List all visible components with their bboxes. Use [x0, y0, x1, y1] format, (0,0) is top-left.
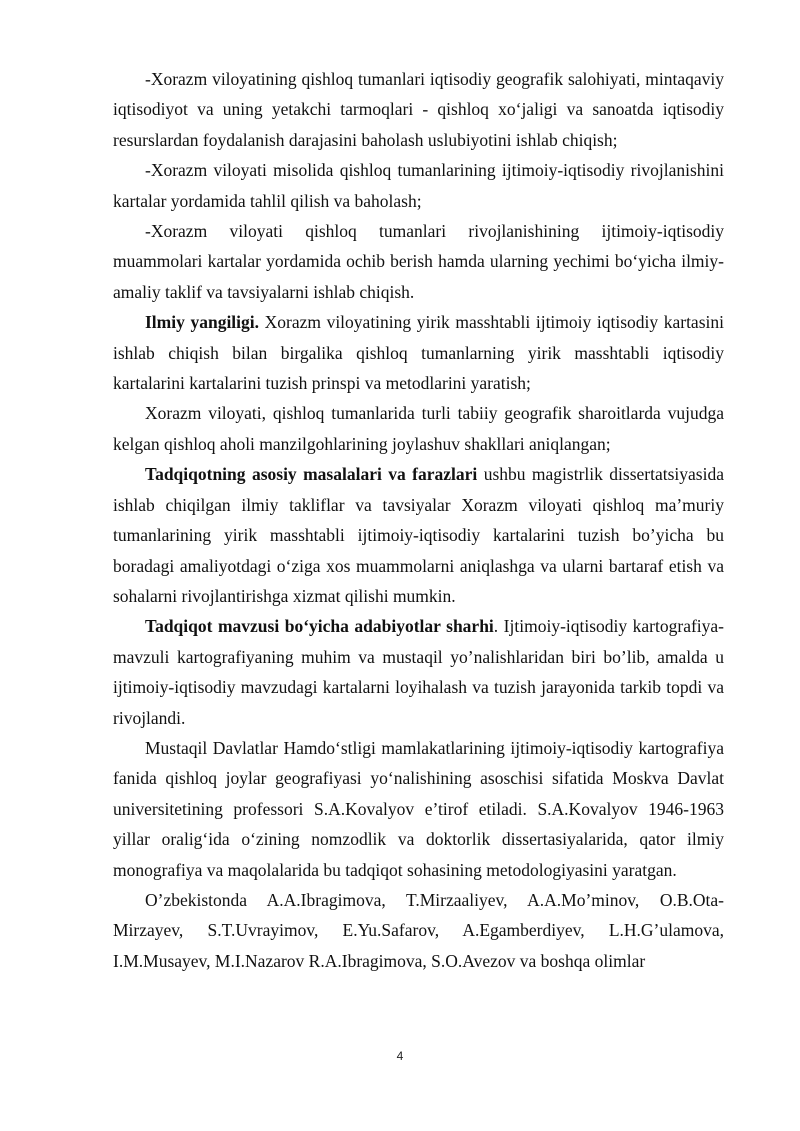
research-problems-text: ushbu magistrlik dissertatsiyasida ishlab chiqilgan ilmiy takliflar va tavsiyalar Xorazm viloyati qishloq ma’muriy tumanlarining yirik masshtabli ijtimoiy-iqtisodiy kartalarini tuzish bo’yicha bu boradagi amaliyotdagi o‘ziga xos muammolarni aniqlashga va ularni bartaraf etish va sohalarni rivojlantirishga xizmat qilishi mumkin. — [113, 464, 725, 606]
heading-scientific-novelty: Ilmiy yangiligi. — [145, 312, 260, 333]
paragraph-uzbek-scholars: O’zbekistonda A.A.Ibragimova, T.Mirzaaliyev, A.A.Mo’minov, O.B.Ota-Mirzayev, S.T.Uvrayimov, E.Yu.Safarov, A.Egamberdiyev, L.H.G’ulamova, I.M.Musayev, M.I.Nazarov R.A.Ibragimova, S.O.Avezov va boshqa olimlar — [113, 889, 724, 971]
paragraph-task-1: -Xorazm viloyatining qishloq tumanlari iqtisodiy geografik salohiyati, mintaqaviy iqtisodiyot va uning yetakchi tarmoqlari - qishloq xo‘jaligi va sanoatda iqtisodiy resurslardan foydalanish darajasini baholash uslubiyotini ishlab chiqish; — [113, 69, 724, 150]
paragraph-literature-review — [113, 611, 724, 733]
page-number: 4 — [396, 1049, 404, 1063]
paragraph-settlement-forms: Xorazm viloyati, qishloq tumanlarida turli tabiiy geografik sharoitlarda vujudga kelgan qishloq aholi manzilgohlarining joylashuv shakllari aniqlangan; — [113, 403, 724, 454]
paragraph-scientific-novelty — [113, 307, 724, 398]
document-page — [113, 64, 724, 976]
paragraph-task-3: -Xorazm viloyati qishloq tumanlari rivojlanishining ijtimoiy-iqtisodiy muammolari kartalar yordamida ochib berish hamda ularning yechimi bo‘yicha ilmiy- amaliy taklif va tavsiyalarni ishlab chiqish. — [113, 221, 724, 302]
paragraph-kovalyov: Mustaqil Davlatlar Hamdo‘stligi mamlakatlarining ijtimoiy-iqtisodiy kartografiya fanida qishloq joylar geografiyasi yo‘nalishining asoschisi sifatida Moskva Davlat universitetining professori S.A.Kovalyov e’tirof etiladi. S.A.Kovalyov 1946-1963 yillar oralig‘ida o‘zining nomzodlik va doktorlik dissertasiyalarida, qator ilmiy monografiya va maqolalarida bu tadqiqot sohasining metodologiyasini yaratgan. — [113, 737, 724, 880]
heading-literature-review: Tadqiqot mavzusi bo‘yicha adabiyotlar sharhi — [145, 616, 494, 637]
paragraph-research-problems — [113, 459, 724, 611]
literature-review-text: . Ijtimoiy-iqtisodiy kartografiya-mavzuli kartografiyaning muhim va mustaqil yo’nalishlaridan biri bo’lib, amalda u ijtimoiy-iqtisodiy mavzudagi kartalarni loyihalash va tuzish jarayonida tarkib topdi va rivojlandi. — [113, 616, 725, 728]
scientific-novelty-text: Xorazm viloyatining yirik masshtabli ijtimoiy iqtisodiy kartasini ishlab chiqish bilan birgalika qishloq tumanlarning yirik masshtabli iqtisodiy kartalarini kartalarini tuzish prinspi va metodlarini yaratish; — [113, 312, 724, 394]
heading-research-problems: Tadqiqotning asosiy masalalari va farazlari — [145, 464, 478, 485]
paragraph-task-2: -Xorazm viloyati misolida qishloq tumanlarining ijtimoiy-iqtisodiy rivojlanishini kartalar yordamida tahlil qilish va baholash; — [113, 160, 724, 211]
